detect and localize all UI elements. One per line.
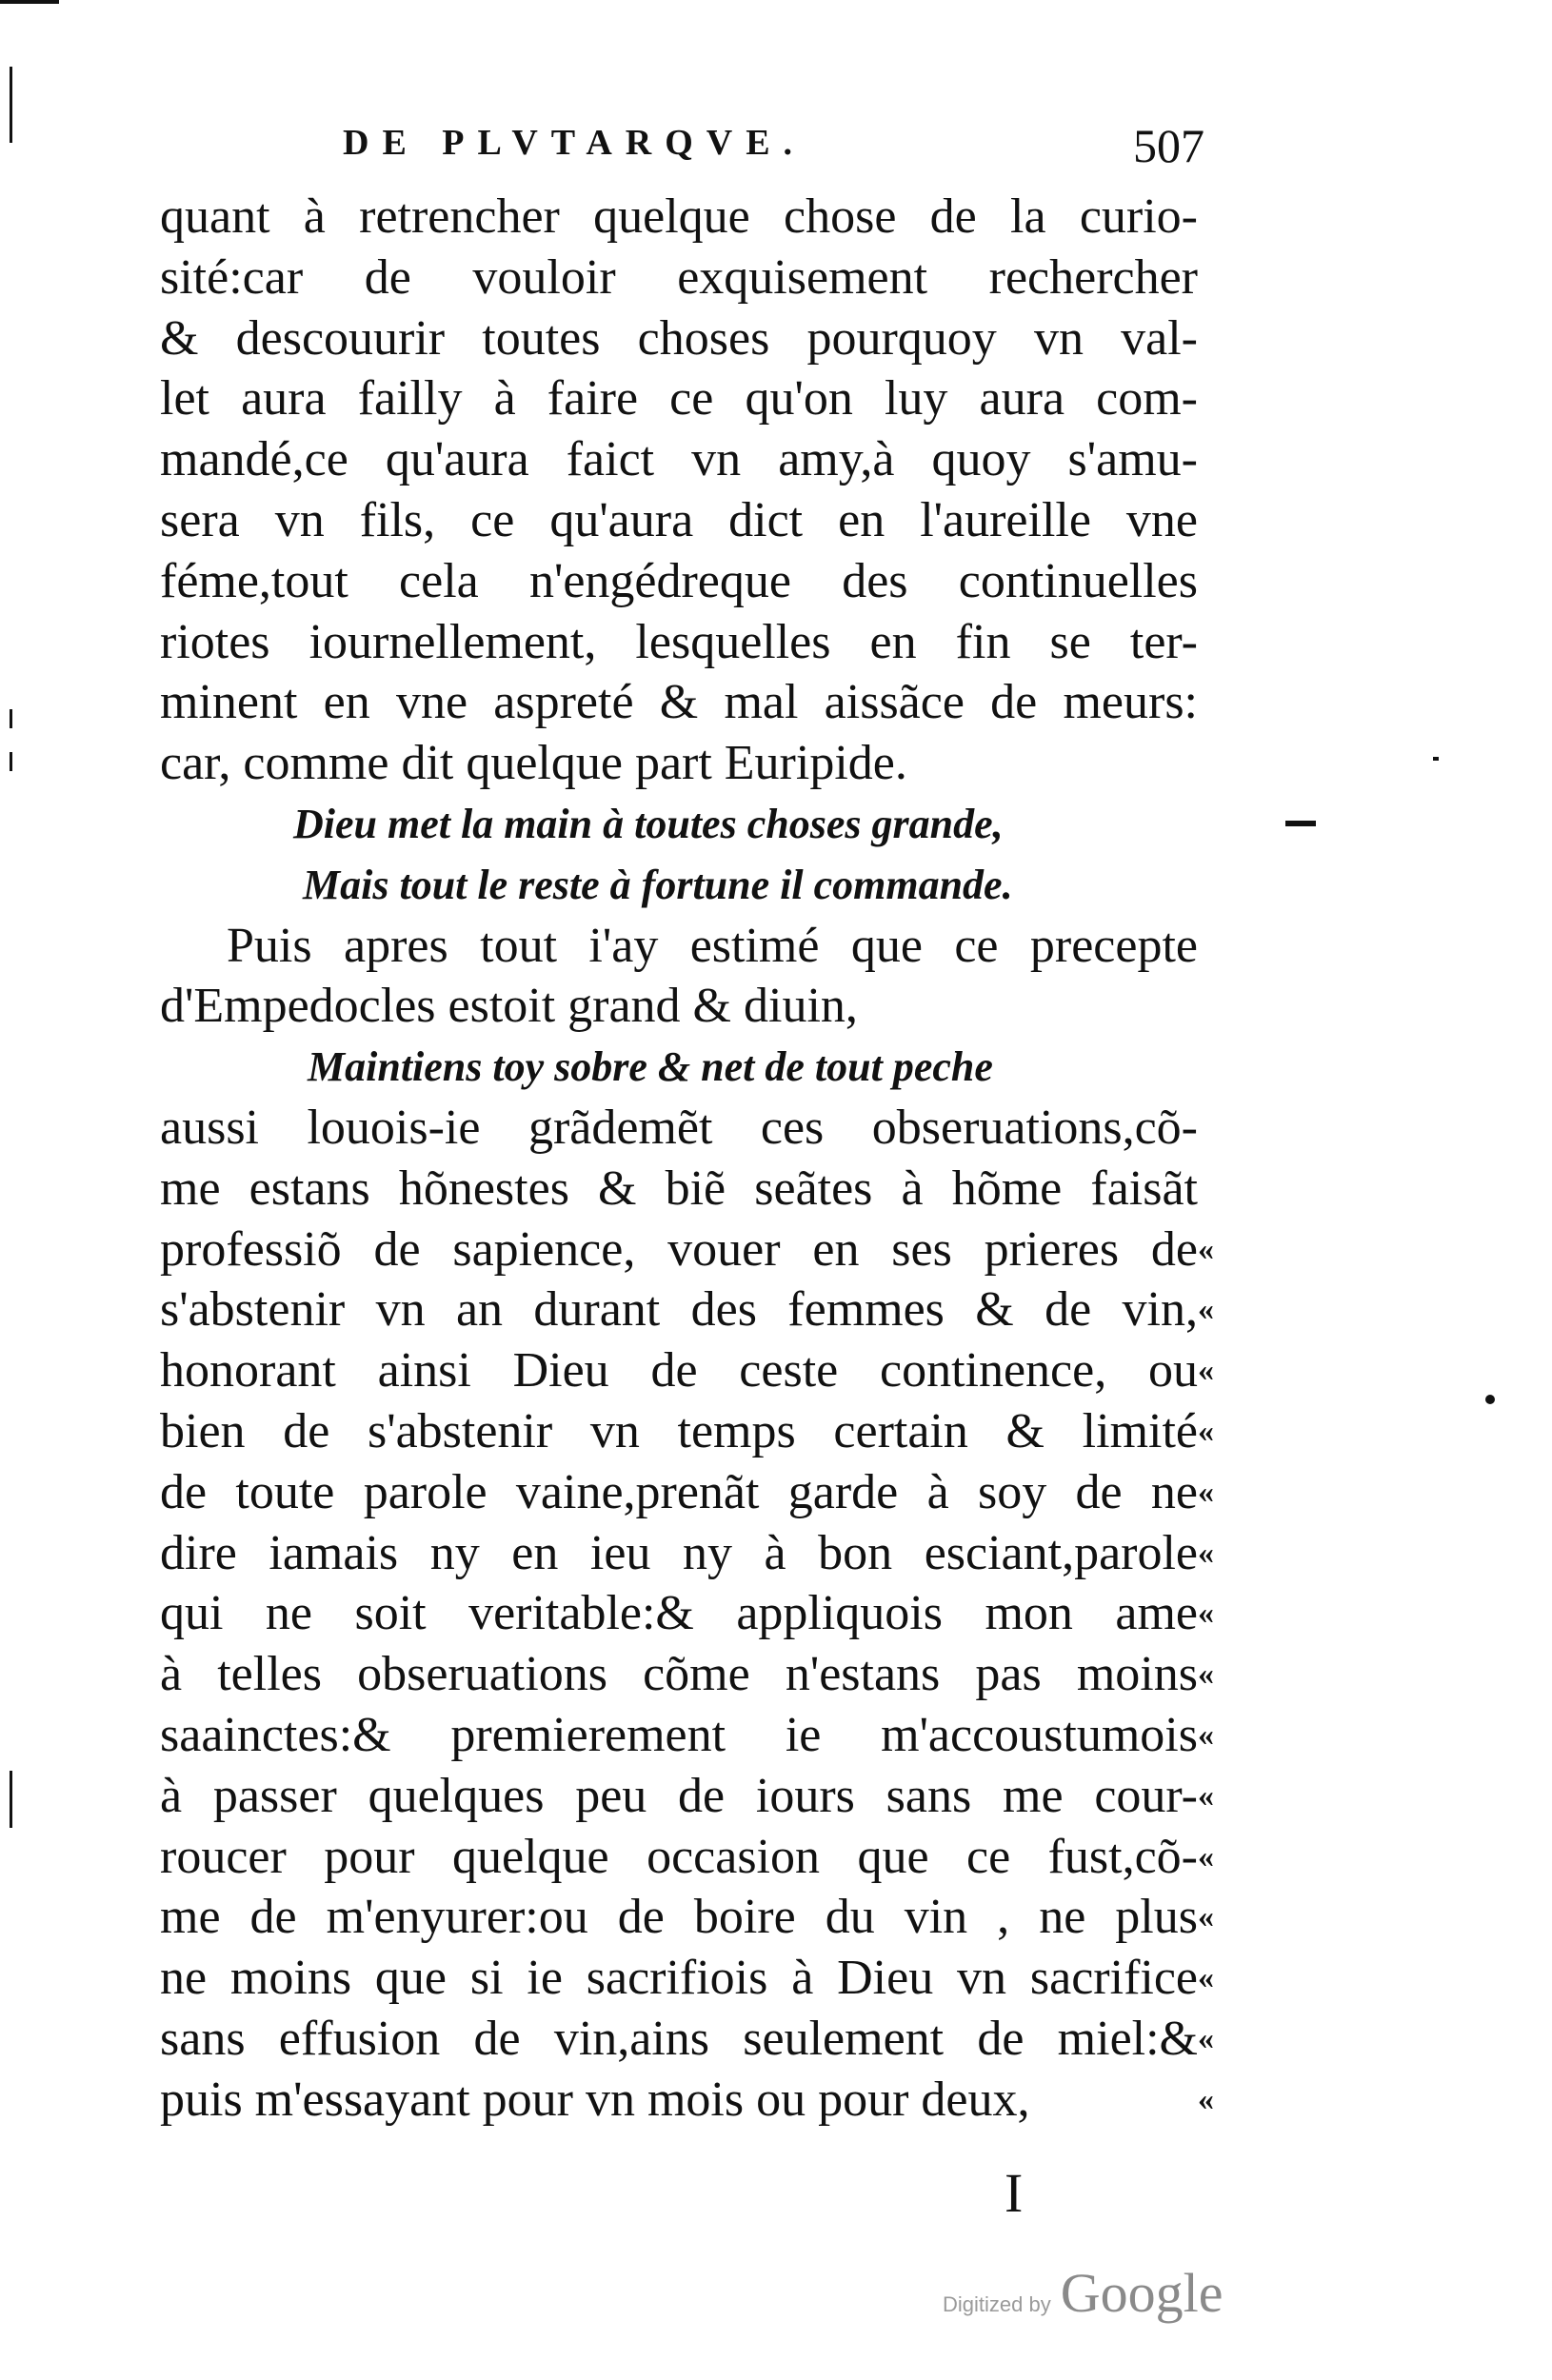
scan-edge-mark (10, 67, 12, 143)
body-text (160, 187, 1198, 2131)
quote-marker: « (1198, 2021, 1214, 2056)
quote-marker: « (1198, 1717, 1214, 1753)
text-line: me de m'enyurer:ou de boire du vin , ne plus (160, 1890, 1198, 1945)
quote-marker: « (1198, 1899, 1214, 1935)
text-line: riotes iournellement, lesquelles en fin se ter- (160, 614, 1198, 669)
scan-edge-mark (1433, 757, 1439, 761)
page-number: 507 (1133, 119, 1204, 172)
quote-marker: « (1198, 1960, 1214, 1996)
text-line: à passer quelques peu de iours sans me cour- (160, 1768, 1198, 1823)
quote-marker: « (1198, 2081, 1214, 2117)
text-line: à telles obseruations cõme n'estans pas moins (160, 1647, 1198, 1702)
text-line: me estans hõnestes & biẽ seãtes à hõme faisãt (160, 1160, 1198, 1216)
text-line: ne moins que si ie sacrifiois à Dieu vn sacrifice (160, 1951, 1198, 2006)
text-line: quant à retrencher quelque chose de la curio- (160, 189, 1198, 244)
quote-marker: « (1198, 1474, 1214, 1510)
quote-marker: « (1198, 1414, 1214, 1449)
google-logo: Google (1060, 2262, 1224, 2324)
verse-line: Mais tout le reste à fortune il commande. (303, 861, 1013, 908)
quote-marker: « (1198, 1292, 1214, 1328)
quote-marker: « (1198, 1838, 1214, 1874)
running-head: DE PLVTARQVE. (343, 123, 806, 163)
text-line: professiõ de sapience, vouer en ses prieres de (160, 1221, 1198, 1277)
verse-line: Maintiens toy sobre & net de tout peche (308, 1043, 993, 1091)
scan-edge-mark (0, 0, 59, 4)
digitized-by-label: Digitized by (943, 2292, 1051, 2316)
text-line: honorant ainsi Dieu de ceste continence, ou (160, 1343, 1198, 1398)
text-line: & descouurir toutes choses pourquoy vn val- (160, 310, 1198, 366)
text-line: féme,tout cela n'engédreque des continuelles (160, 553, 1198, 608)
text-line: de toute parole vaine,prenãt garde à soy de ne (160, 1464, 1198, 1519)
text-line: puis m'essayant pour vn mois ou pour deux, (160, 2072, 1030, 2127)
text-line: let aura failly à faire ce qu'on luy aura com- (160, 371, 1198, 426)
text-line: saainctes:& premierement ie m'accoustumois (160, 1707, 1198, 1762)
text-line: sans effusion de vin,ains seulement de miel:& (160, 2011, 1198, 2066)
text-line: sité:car de vouloir exquisement rechercher (160, 249, 1198, 305)
scan-edge-mark (10, 752, 12, 771)
digitized-watermark (943, 2261, 1223, 2328)
verse-line: Dieu met la main à toutes choses grande, (293, 800, 1004, 847)
page-header (343, 119, 1204, 179)
text-line: dire iamais ny en ieu ny à bon esciant,parole (160, 1525, 1198, 1580)
text-line: mandé,ce qu'aura faict vn amy,à quoy s'amu- (160, 432, 1198, 487)
quote-marker: « (1198, 1596, 1214, 1632)
text-line: minent en vne aspreté & mal aissãce de meurs: (160, 675, 1198, 730)
text-line: qui ne soit veritable:& appliquois mon ame (160, 1586, 1198, 1641)
text-line: sera vn fils, ce qu'aura dict en l'aureille vne (160, 492, 1198, 547)
quote-marker: « (1198, 1656, 1214, 1693)
text-line: s'abstenir vn an durant des femmes & de vin, (160, 1282, 1198, 1338)
signature-mark: I (1005, 2162, 1024, 2224)
quote-marker: « (1198, 1353, 1214, 1389)
text-line: d'Empedocles estoit grand & diuin, (160, 979, 858, 1034)
text-line: car, comme dit quelque part Euripide. (160, 736, 907, 791)
quote-marker: « (1198, 1231, 1214, 1267)
quote-marker: « (1198, 1777, 1214, 1814)
scan-edge-mark (1285, 821, 1316, 826)
quote-marker: « (1198, 1535, 1214, 1571)
scan-edge-mark (10, 1771, 12, 1828)
scan-edge-mark (10, 709, 12, 728)
text-line: roucer pour quelque occasion que ce fust,cõ- (160, 1829, 1198, 1884)
scan-edge-mark (1485, 1395, 1495, 1404)
text-line: bien de s'abstenir vn temps certain & limité (160, 1403, 1198, 1458)
text-line: Puis apres tout i'ay estimé que ce precepte (227, 918, 1198, 973)
text-line: aussi louois-ie grãdemẽt ces obseruations,cõ- (160, 1100, 1198, 1155)
